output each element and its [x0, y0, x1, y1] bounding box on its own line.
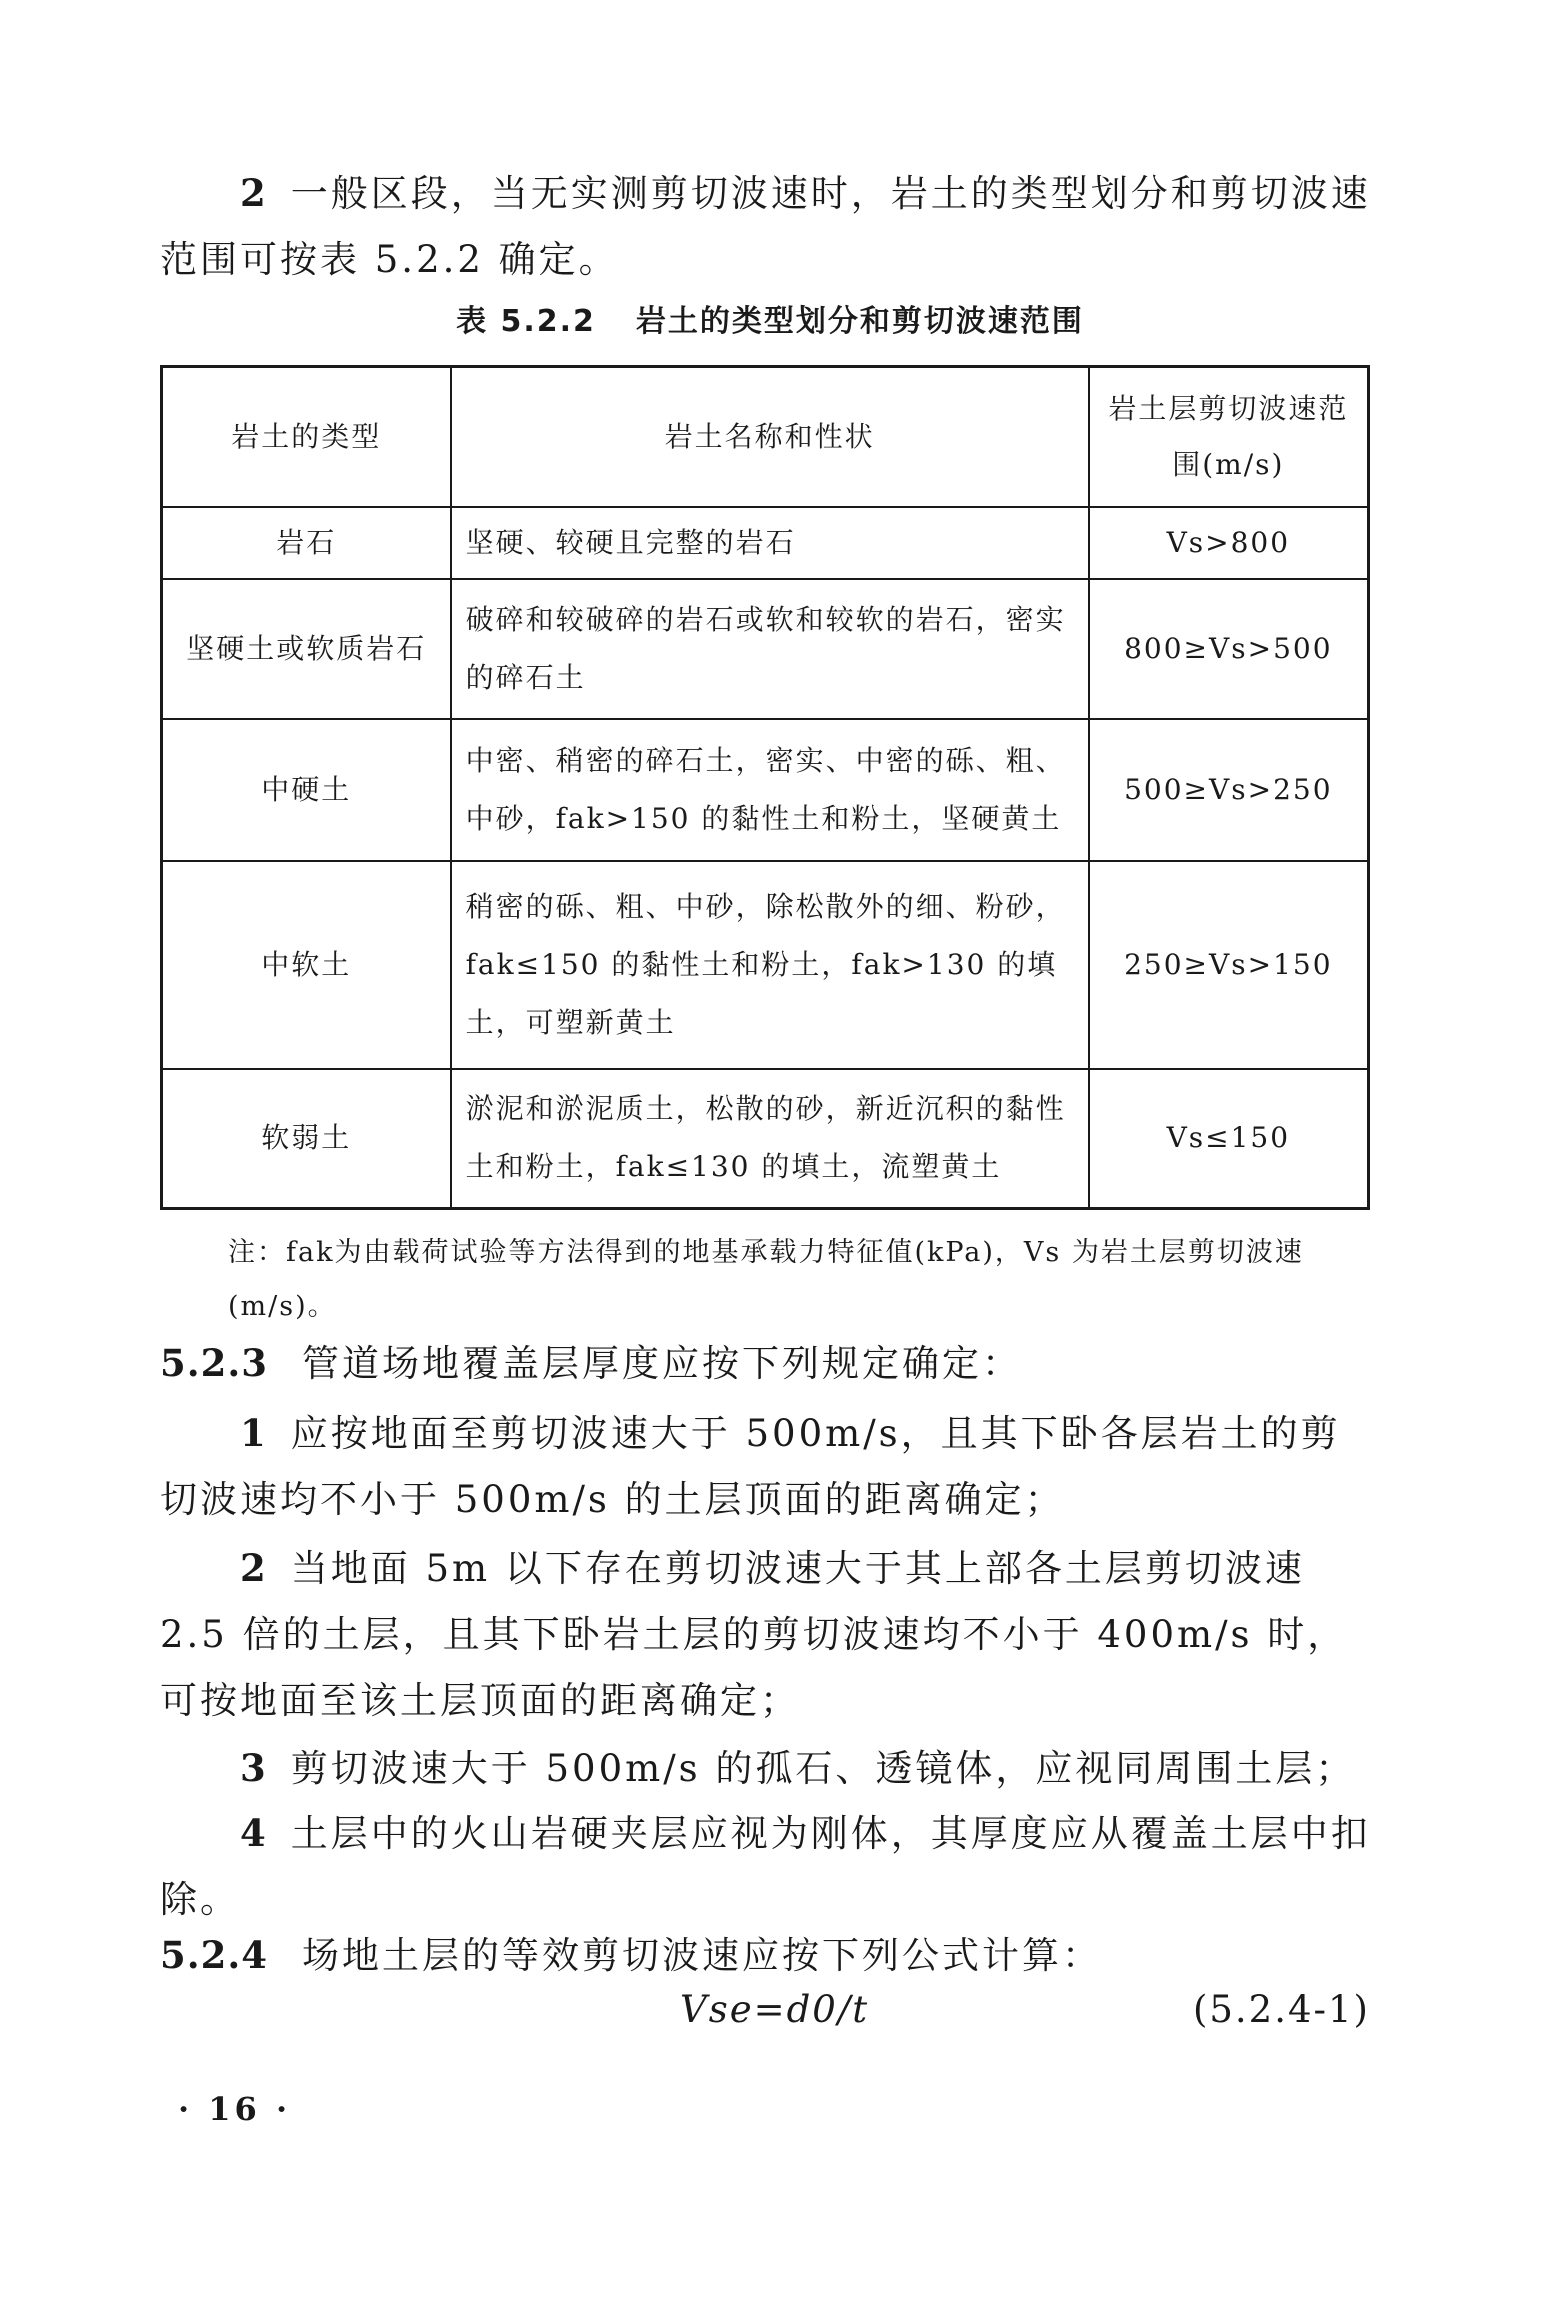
- item-text: 当地面 5m 以下存在剪切波速大于其上部各土层剪切波速 2.5 倍的土层，且其下卧岩土层的剪切波速均不小于 400m/s 时，可按地面至该土层顶面的距离确定；: [160, 1547, 1348, 1722]
- clause-number: 5.2.4: [160, 1933, 268, 1977]
- clause-number: 5.2.3: [160, 1341, 268, 1385]
- formula-number: (5.2.4-1): [1192, 1988, 1370, 2031]
- table-row: [162, 579, 1369, 719]
- header-wave-speed: 岩土层剪切波速范围(m/s): [1089, 367, 1369, 507]
- cell-desc: 坚硬、较硬且完整的岩石: [451, 507, 1089, 579]
- table-row: [162, 507, 1369, 579]
- formula-row: [160, 1988, 1370, 2048]
- item-number: 4: [240, 1811, 269, 1855]
- clause-title: 场地土层的等效剪切波速应按下列公式计算：: [302, 1934, 1102, 1977]
- cell-range: 800≥Vs>500: [1089, 579, 1369, 719]
- cell-range: Vs≤150: [1089, 1069, 1369, 1209]
- clause-5-2-3-item-1: [160, 1400, 1380, 1533]
- table-note: 注：fak为由载荷试验等方法得到的地基承载力特征值(kPa)，Vs 为岩土层剪切波速(m/s)。: [228, 1237, 1304, 1322]
- cell-range: 250≥Vs>150: [1089, 861, 1369, 1069]
- item-text: 剪切波速大于 500m/s 的孤石、透镜体，应视同周围土层；: [290, 1747, 1356, 1790]
- clause-5-2-3-heading: [160, 1330, 1380, 1397]
- table-row: [162, 719, 1369, 861]
- table-row: [162, 1069, 1369, 1209]
- cell-range: Vs>800: [1089, 507, 1369, 579]
- cell-type: 软弱土: [162, 1069, 451, 1209]
- formula-expression: Vse=d0/t: [680, 1988, 870, 2031]
- cell-type: 中硬土: [162, 719, 451, 861]
- cell-type: 岩石: [162, 507, 451, 579]
- page-number: · 16 ·: [178, 2090, 292, 2128]
- cell-desc: 淤泥和淤泥质土，松散的砂，新近沉积的黏性土和粉土，fak≤130 的填土，流塑黄土: [451, 1069, 1089, 1209]
- clause-5-2-4-heading: [160, 1922, 1380, 1989]
- table-row: [162, 861, 1369, 1069]
- table-header-row: [162, 367, 1369, 507]
- table-title: 岩土的类型划分和剪切波速范围: [635, 304, 1084, 339]
- item-text: 应按地面至剪切波速大于 500m/s，且其下卧各层岩土的剪切波速均不小于 500m/s 的土层顶面的距离确定；: [160, 1412, 1341, 1521]
- clause-title: 管道场地覆盖层厚度应按下列规定确定：: [302, 1342, 1022, 1385]
- item-text: 土层中的火山岩硬夹层应视为刚体，其厚度应从覆盖土层中扣除。: [160, 1812, 1371, 1921]
- header-soil-type: 岩土的类型: [162, 367, 451, 507]
- item-number: 2: [240, 1546, 269, 1590]
- cell-desc: 破碎和较破碎的岩石或软和较软的岩石，密实的碎石土: [451, 579, 1089, 719]
- cell-type: 坚硬土或软质岩石: [162, 579, 451, 719]
- header-soil-name: 岩土名称和性状: [451, 367, 1089, 507]
- cell-type: 中软土: [162, 861, 451, 1069]
- table-caption: [160, 296, 1380, 340]
- clause-5-2-3-item-3: [160, 1735, 1380, 1802]
- cell-desc: 稍密的砾、粗、中砂，除松散外的细、粉砂，fak≤150 的黏性土和粉土，fak>130 的填土，可塑新黄土: [451, 861, 1089, 1069]
- clause-5-2-3-item-2: [160, 1535, 1380, 1734]
- item-number: 2: [240, 171, 269, 215]
- item-text: 一般区段，当无实测剪切波速时，岩土的类型划分和剪切波速范围可按表 5.2.2 确定。: [160, 172, 1371, 281]
- soil-classification-table: [160, 365, 1370, 1210]
- paragraph-5-2-2-item-2: [160, 160, 1380, 293]
- clause-5-2-3-item-4: [160, 1800, 1380, 1933]
- cell-desc: 中密、稍密的碎石土，密实、中密的砾、粗、中砂，fak>150 的黏性土和粉土，坚硬黄土: [451, 719, 1089, 861]
- cell-range: 500≥Vs>250: [1089, 719, 1369, 861]
- table-number: 表 5.2.2: [456, 304, 596, 339]
- item-number: 3: [240, 1746, 269, 1790]
- item-number: 1: [240, 1411, 269, 1455]
